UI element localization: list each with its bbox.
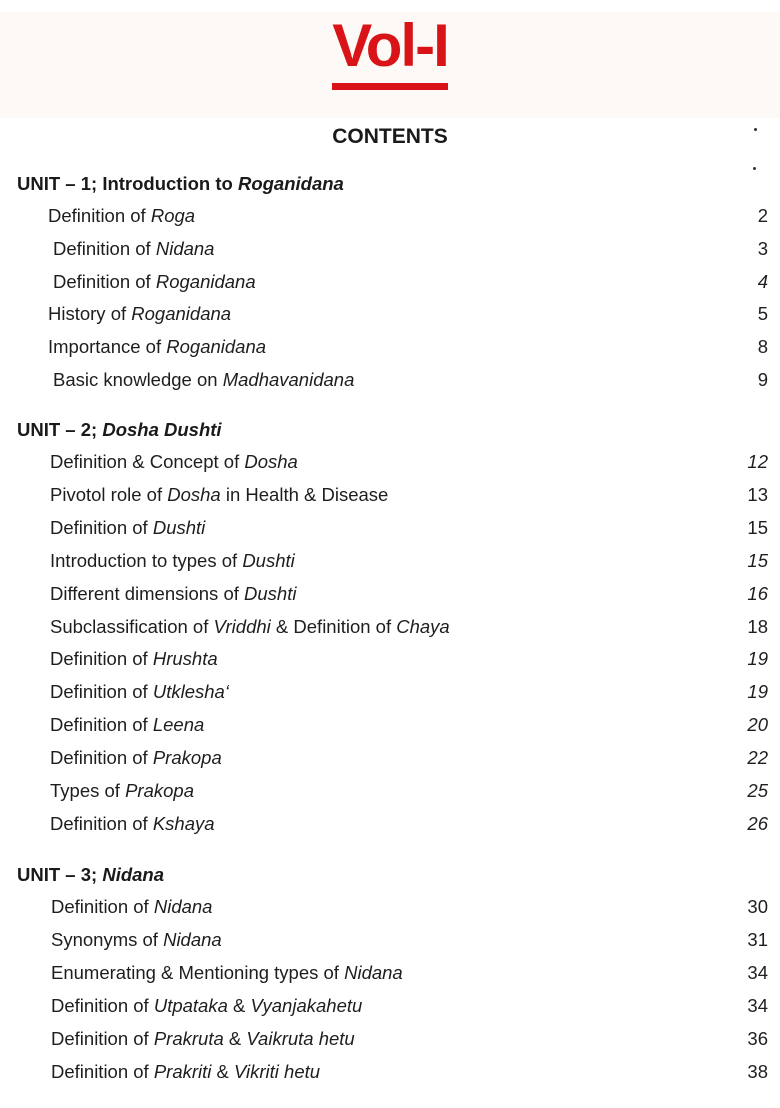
toc-entry-page-number: 19 <box>747 681 768 703</box>
toc-entry-page-number: 8 <box>757 336 768 358</box>
toc-entry-title: Definition of Utklesha‘ <box>50 681 229 703</box>
toc-entry-page-number: 13 <box>747 483 768 505</box>
toc-entry-title: Different dimensions of Dushti <box>50 582 297 604</box>
toc-entry-page-number: 4 <box>757 270 768 292</box>
toc-entry-page-number: 18 <box>747 615 768 637</box>
unit-heading-3: UNIT – 3; Nidana <box>17 864 165 885</box>
toc-entry-title: Enumerating & Mentioning types of Nidana <box>51 962 403 983</box>
toc-entry-page-number: 34 <box>747 995 768 1016</box>
toc-entry-page-number: 9 <box>757 369 768 390</box>
toc-entry-title: Definition of Prakruta & Vaikruta hetu <box>51 1028 355 1049</box>
toc-entry-page-number: 15 <box>747 516 768 538</box>
toc-entry-title: Definition of Kshaya <box>50 812 215 834</box>
toc-entry <box>0 449 780 475</box>
toc-entry-title: Definition & Concept of Dosha <box>50 451 298 472</box>
toc-entry-page-number: 36 <box>747 1028 768 1049</box>
toc-entry-page-number: 34 <box>747 962 768 983</box>
toc-entry-page-number: 3 <box>757 237 768 259</box>
toc-entry-title: Definition of Nidana <box>53 237 215 259</box>
toc-entry-page-number: 2 <box>757 205 768 226</box>
toc-entry <box>0 927 780 953</box>
contents-heading: CONTENTS <box>332 125 448 148</box>
volume-title-underline <box>332 83 448 90</box>
toc-entry-page-number: 30 <box>747 896 768 917</box>
toc-entry-page-number: 20 <box>747 714 768 736</box>
toc-entry <box>0 301 780 327</box>
toc-entry <box>0 269 780 295</box>
stray-dot <box>753 167 756 170</box>
toc-entry <box>0 1059 780 1085</box>
toc-entry-page-number: 15 <box>747 549 768 571</box>
toc-entry <box>0 679 780 705</box>
toc-entry <box>0 581 780 607</box>
toc-entry <box>0 712 780 738</box>
toc-entry-title: Subclassification of Vriddhi & Definition of Chaya <box>50 615 450 637</box>
toc-entry <box>0 960 780 986</box>
toc-entry-title: Definition of Hrushta <box>50 648 218 670</box>
toc-entry <box>0 614 780 640</box>
toc-entry-title: Types of Prakopa <box>50 780 194 801</box>
toc-entry <box>0 334 780 360</box>
toc-entry-page-number: 12 <box>747 451 768 472</box>
toc-entry <box>0 993 780 1019</box>
toc-entry <box>0 745 780 771</box>
toc-entry-page-number: 16 <box>747 582 768 604</box>
toc-entry <box>0 203 780 229</box>
toc-entry-title: Definition of Prakopa <box>50 747 222 769</box>
unit-heading-1: UNIT – 1; Introduction to Roganidana <box>17 173 344 194</box>
toc-entry-title: History of Roganidana <box>48 303 232 325</box>
toc-entry-title: Definition of Prakriti & Vikriti hetu <box>51 1061 321 1082</box>
unit-heading-2: UNIT – 2; Dosha Dushti <box>17 419 222 440</box>
toc-entry-title: Synonyms of Nidana <box>51 929 222 950</box>
toc-entry <box>0 1026 780 1052</box>
toc-entry-title: Introduction to types of Dushti <box>50 549 295 571</box>
toc-entry <box>0 894 780 920</box>
toc-entry-title: Definition of Leena <box>50 714 205 736</box>
toc-entry-page-number: 31 <box>747 929 768 950</box>
toc-entry-title: Definition of Roganidana <box>53 270 256 292</box>
toc-entry-title: Definition of Roga <box>48 205 196 226</box>
toc-entry <box>0 367 780 393</box>
toc-entry-title: Basic knowledge on Madhavanidana <box>53 369 355 390</box>
toc-entry-page-number: 22 <box>747 747 768 769</box>
toc-entry <box>0 515 780 541</box>
toc-entry-title: Importance of Roganidana <box>48 336 267 358</box>
toc-entry-title: Pivotol role of Dosha in Health & Disease <box>50 483 389 505</box>
toc-entry-page-number: 38 <box>747 1061 768 1082</box>
toc-entry <box>0 482 780 508</box>
toc-entry-page-number: 5 <box>757 303 768 325</box>
toc-entry <box>0 778 780 804</box>
toc-entry-title: Definition of Nidana <box>51 896 213 917</box>
volume-title: Vol-I <box>332 12 448 79</box>
toc-entry-page-number: 26 <box>747 812 768 834</box>
toc-entry <box>0 236 780 262</box>
toc-entry-title: Definition of Dushti <box>50 516 206 538</box>
stray-dot <box>754 128 757 131</box>
toc-entry-title: Definition of Utpataka & Vyanjakahetu <box>51 995 363 1016</box>
toc-entry <box>0 811 780 837</box>
toc-entry-page-number: 25 <box>747 780 768 801</box>
toc-entry <box>0 548 780 574</box>
toc-entry-page-number: 19 <box>747 648 768 670</box>
toc-entry <box>0 646 780 672</box>
